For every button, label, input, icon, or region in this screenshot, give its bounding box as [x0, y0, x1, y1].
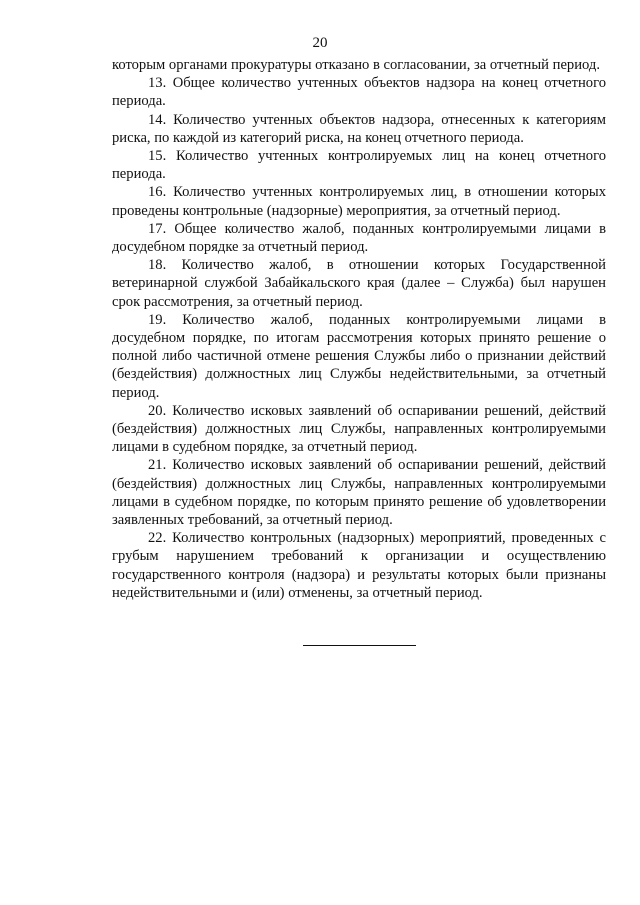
document-body — [112, 56, 606, 602]
paragraph-item-15: 15. Количество учтенных контролируемых лиц на конец отчетного периода. — [112, 148, 606, 183]
paragraph-continuation: которым органами прокуратуры отказано в согласовании, за отчетный период. — [112, 57, 600, 73]
paragraph-item-18: 18. Количество жалоб, в отношении которых Государственной ветеринарной службой Забайкальского края (далее – Служба) был нарушен срок рассмотрения, за отчетный период. — [112, 257, 606, 310]
paragraph-item-17: 17. Общее количество жалоб, поданных контролируемыми лицами в досудебном порядке за отчетный период. — [112, 220, 606, 256]
paragraph-item-16: 16. Количество учтенных контролируемых лиц, в отношении которых проведены контрольные (надзорные) мероприятия, за отчетный период. — [112, 184, 606, 219]
paragraph-item-21: 21. Количество исковых заявлений об оспаривании решений, действий (бездействия) должностных лиц Службы, направленных контролируемыми лицами в судебном порядке, по которым принято решение об удовлетворении заявленных требований, за отчетный период. — [112, 457, 606, 529]
page-number: 20 — [312, 35, 328, 51]
paragraph-item-14: 14. Количество учтенных объектов надзора, отнесенных к категориям риска, по каждой из категорий риска, на конец отчетного периода. — [112, 111, 606, 146]
paragraph-item-22: 22. Количество контрольных (надзорных) мероприятий, проведенных с грубым нарушением требований к организации и осуществлению государственного контроля (надзора) и результаты которых были признаны недействительными и (или) отменены, за отчетный период. — [112, 530, 606, 601]
paragraph-item-13: 13. Общее количество учтенных объектов надзора на конец отчетного периода. — [112, 75, 606, 110]
closing-divider — [303, 645, 416, 646]
paragraph-item-19: 19. Количество жалоб, поданных контролируемыми лицами в досудебном порядке, по итогам рассмотрения которых принято решение о полной либо частичной отмене решения Службы либо о признании действий (бездействия) должностных лиц Службы недействительными, за отчетный период. — [112, 311, 606, 401]
paragraph-item-20: 20. Количество исковых заявлений об оспаривании решений, действий (бездействия) должностных лиц Службы, направленных контролируемыми лицами в судебном порядке, за отчетный период. — [112, 402, 606, 456]
